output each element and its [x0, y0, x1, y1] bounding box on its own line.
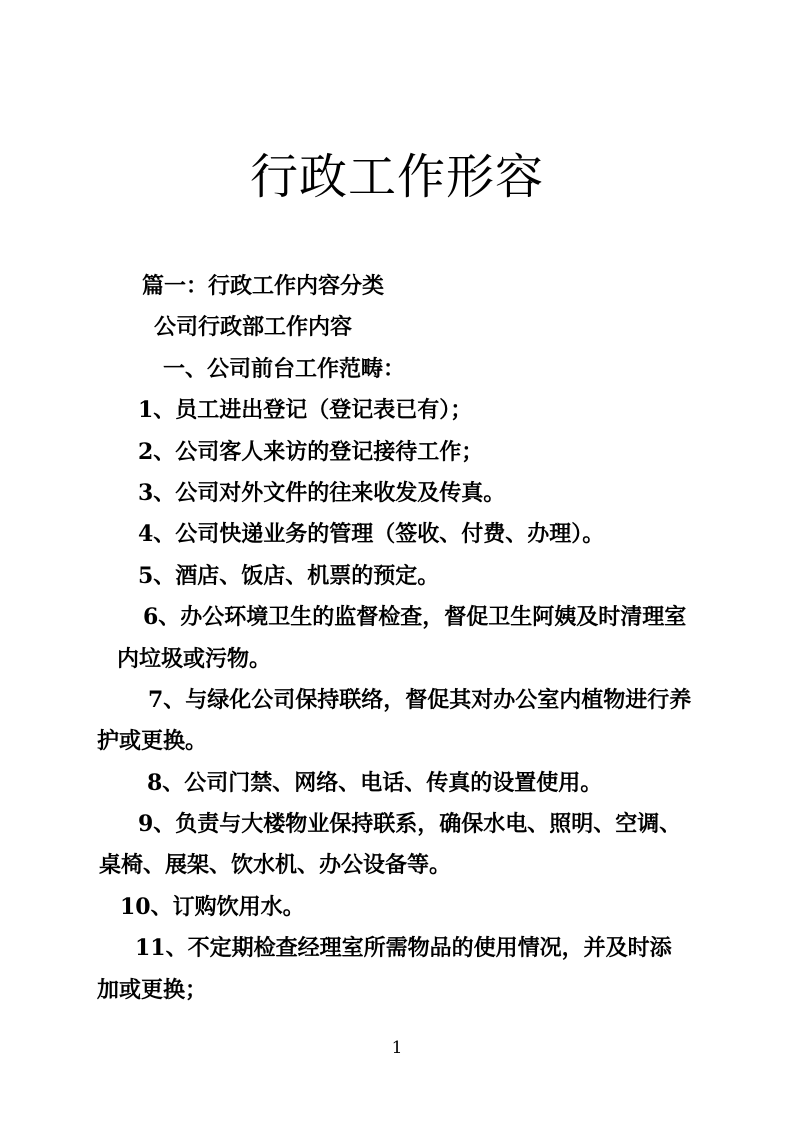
page-number: 1 — [391, 1038, 403, 1058]
paragraph-line: 篇一：行政工作内容分类 — [142, 273, 385, 299]
paragraph-line: 2、公司客人来访的登记接待工作； — [138, 438, 484, 465]
paragraph-line: 3、公司对外文件的往来收发及传真。 — [138, 479, 506, 506]
paragraph-line: 7、与绿化公司保持联络，督促其对办公室内植物进行养 — [148, 686, 692, 713]
paragraph-line: 8、公司门禁、网络、电话、传真的设置使用。 — [147, 769, 603, 796]
paragraph-line: 加或更换； — [97, 976, 208, 1003]
paragraph-line: 4、公司快递业务的管理（签收、付费、办理）。 — [138, 521, 605, 548]
paragraph-line: 6、办公环境卫生的监督检查，督促卫生阿姨及时清理室 — [143, 604, 687, 631]
paragraph-line: 1、员工进出登记（登记表已有）； — [138, 397, 473, 424]
paragraph-line: 10、订购饮用水。 — [120, 893, 305, 920]
paragraph-line: 公司行政部工作内容 — [154, 314, 353, 341]
paragraph-line: 一、公司前台工作范畴： — [163, 355, 406, 382]
paragraph-line: 11、不定期检查经理室所需物品的使用情况，并及时添 — [135, 935, 672, 962]
paragraph-line: 护或更换。 — [97, 728, 208, 755]
paragraph-line: 9、负责与大楼物业保持联系，确保水电、照明、空调、 — [138, 811, 682, 838]
document-body — [97, 266, 697, 1011]
paragraph-line: 桌椅、展架、饮水机、办公设备等。 — [99, 852, 452, 879]
paragraph-line: 内垃圾或污物。 — [117, 645, 272, 672]
paragraph-line: 5、酒店、饭店、机票的预定。 — [138, 562, 440, 589]
document-title: 行政工作形容 — [249, 149, 544, 205]
